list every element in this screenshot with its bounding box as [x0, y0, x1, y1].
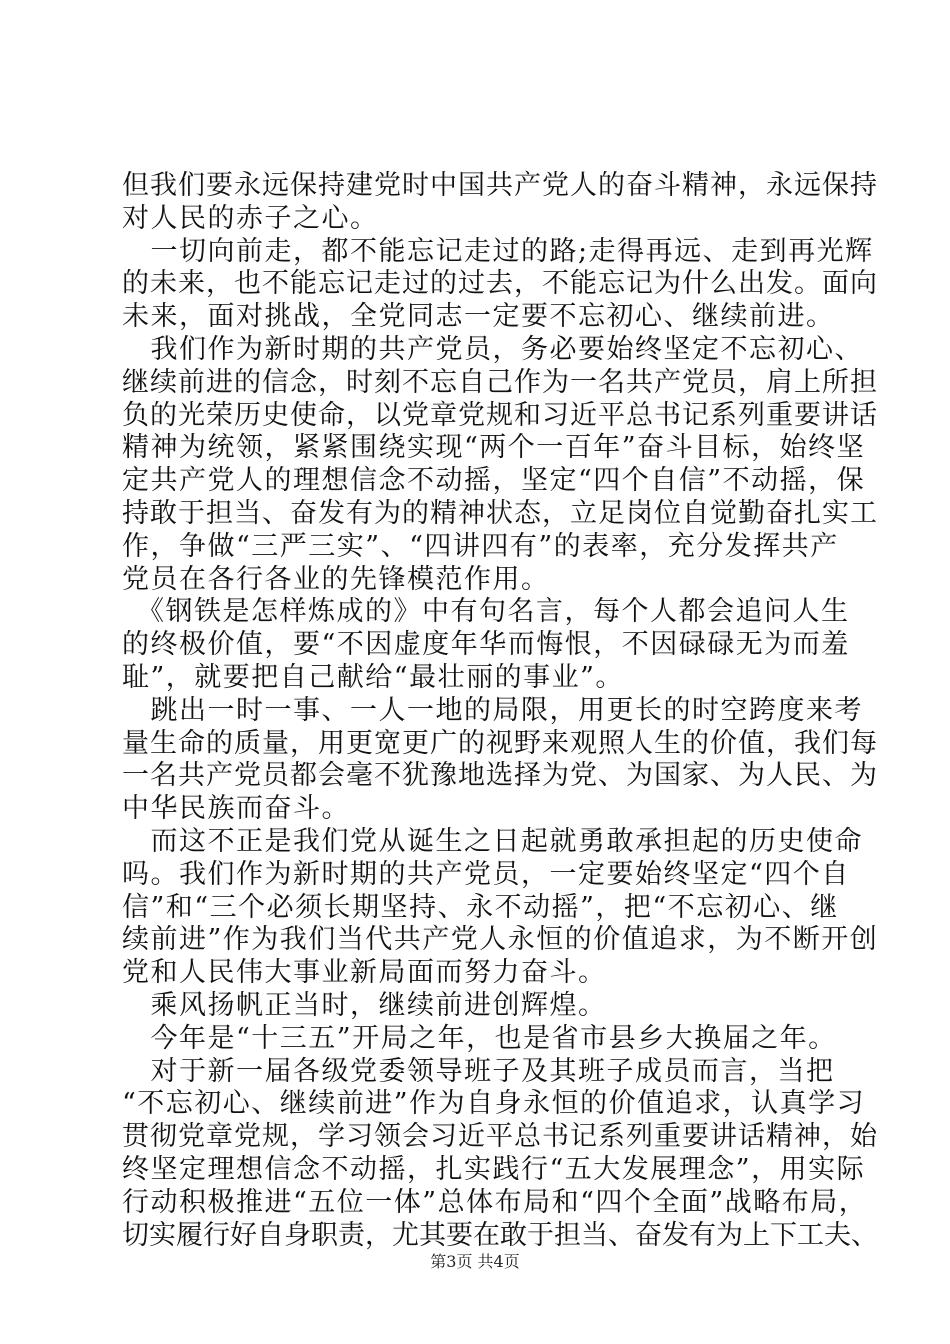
- text-line: 量生命的质量，用更宽更广的视野来观照人生的价值，我们每: [122, 727, 878, 759]
- text-line: 贯彻党章党规，学习领会习近平总书记系列重要讲话精神，始: [122, 1121, 878, 1153]
- text-line: 一名共产党员都会毫不犹豫地选择为党、为国家、为人民、为: [122, 760, 878, 792]
- text-line: 一切向前走，都不能忘记走过的路;走得再远、走到再光辉: [122, 235, 874, 267]
- text-line: 的未来，也不能忘记走过的过去，不能忘记为什么出发。面向: [122, 268, 878, 300]
- text-line: 《钢铁是怎样炼成的》中有句名言，每个人都会追问人生: [122, 596, 850, 628]
- text-line: 党员在各行各业的先锋模范作用。: [122, 563, 550, 595]
- text-line: 终坚定理想信念不动摇，扎实践行“五大发展理念”，用实际: [122, 1153, 866, 1185]
- text-line: 乘风扬帆正当时，继续前进创辉煌。: [122, 989, 607, 1021]
- text-line: 但我们要永远保持建党时中国共产党人的奋斗精神，永远保持: [122, 170, 878, 201]
- text-line: 精神为统领，紧紧围绕实现“两个一百年”奋斗目标，始终坚: [122, 432, 866, 464]
- text-line: 继续前进的信念，时刻不忘自己作为一名共产党员，肩上所担: [122, 366, 878, 398]
- text-line: 吗。我们作为新时期的共产党员，一定要始终坚定“四个自: [122, 858, 850, 890]
- text-line: 作，争做“三严三实”、“四讲四有”的表率，充分发挥共产: [122, 530, 839, 562]
- text-line: 持敢于担当、奋发有为的精神状态，立足岗位自觉勤奋扎实工: [122, 497, 878, 529]
- text-line: 中华民族而奋斗。: [122, 793, 350, 825]
- text-line: 切实履行好自身职责，尤其要在敢于担当、奋发有为上下工夫、: [122, 1219, 878, 1251]
- page-footer: 第3页 共4页: [430, 1252, 520, 1271]
- text-line: 而这不正是我们党从诞生之日起就勇敢承担起的历史使命: [122, 825, 863, 857]
- text-line: 未来，面对挑战，全党同志一定要不忘初心、继续前进。: [122, 301, 835, 333]
- text-line: 定共产党人的理想信念不动摇，坚定“四个自信”不动摇，保: [122, 465, 866, 497]
- text-line: 负的光荣历史使命，以党章党规和习近平总书记系列重要讲话: [122, 399, 878, 431]
- text-line: 耻”，就要把自己献给“最壮丽的事业”。: [122, 661, 624, 693]
- text-line: 党和人民伟大事业新局面而努力奋斗。: [122, 957, 607, 989]
- text-line: 信”和“三个必须长期坚持、永不动摇”，把“不忘初心、继: [122, 891, 839, 923]
- text-line: “不忘初心、继续前进”作为自身永恒的价值追求，认真学习: [122, 1088, 866, 1120]
- text-line: 行动积极推进“五位一体”总体布局和“四个全面”战略布局，: [122, 1186, 868, 1218]
- text-line: 我们作为新时期的共产党员，务必要始终坚定不忘初心、: [122, 333, 863, 365]
- text-line: 续前进”作为我们当代共产党人永恒的价值追求，为不断开创: [122, 924, 879, 956]
- text-line: 跳出一时一事、一人一地的局限，用更长的时空跨度来考: [122, 694, 863, 726]
- text-line: 的终极价值，要“不因虚度年华而悔恨，不因碌碌无为而羞: [122, 629, 850, 661]
- document-body: [122, 170, 879, 1252]
- text-line: 对人民的赤子之心。: [122, 202, 379, 234]
- text-line: 对于新一届各级党委领导班子及其班子成员而言，当把: [122, 1055, 835, 1087]
- text-line: 今年是“十三五”开局之年，也是省市县乡大换届之年。: [122, 1022, 837, 1054]
